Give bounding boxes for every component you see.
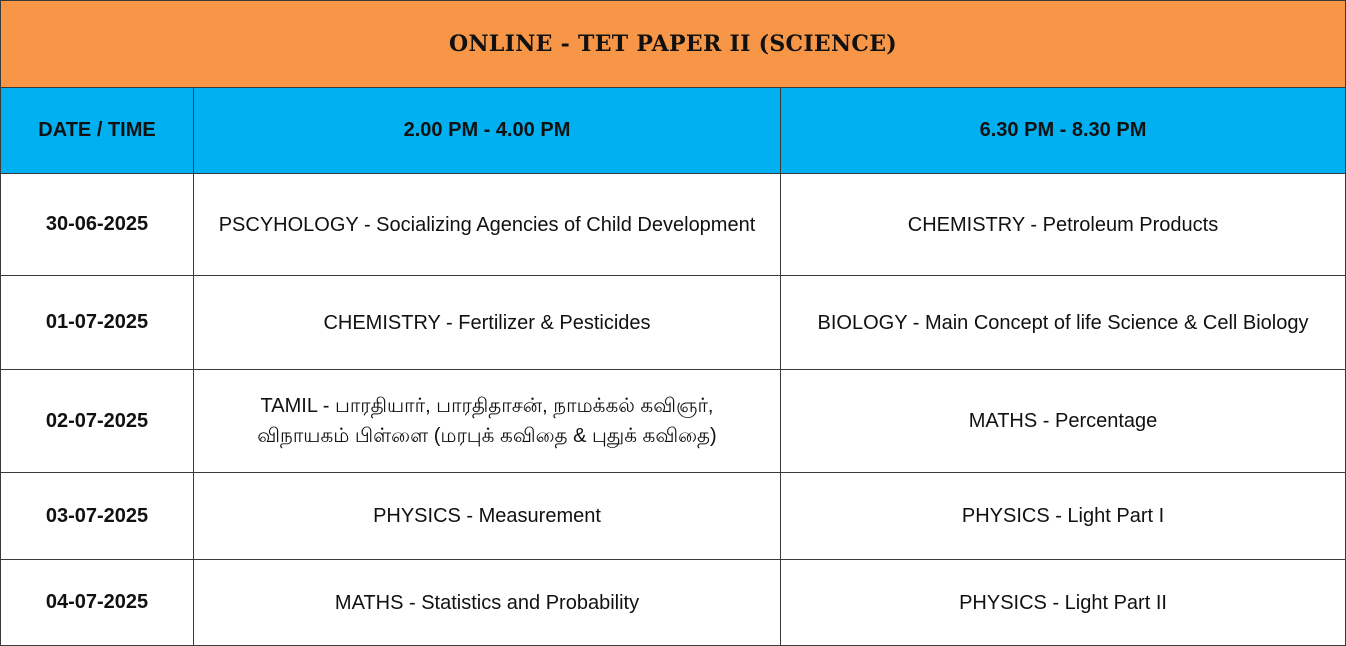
header-slot-2: 6.30 PM - 8.30 PM <box>781 88 1346 174</box>
row-slot-2-subject: PHYSICS - Light Part II <box>781 560 1346 646</box>
title-row <box>1 1 1346 88</box>
row-date: 02-07-2025 <box>1 370 194 473</box>
row-slot-2-subject: CHEMISTRY - Petroleum Products <box>781 174 1346 276</box>
table-row <box>1 370 1346 473</box>
row-date: 30-06-2025 <box>1 174 194 276</box>
row-slot-1-subject: CHEMISTRY - Fertilizer & Pesticides <box>194 276 781 370</box>
row-date: 03-07-2025 <box>1 473 194 560</box>
header-slot-1: 2.00 PM - 4.00 PM <box>194 88 781 174</box>
header-row <box>1 88 1346 174</box>
row-date: 04-07-2025 <box>1 560 194 646</box>
table-title: ONLINE - TET PAPER II (SCIENCE) <box>1 1 1346 88</box>
row-slot-1-subject: PHYSICS - Measurement <box>194 473 781 560</box>
table-row <box>1 276 1346 370</box>
subject-line-2: விநாயகம் பிள்ளை (மரபுக் கவிதை & புதுக் கவிதை) <box>257 425 717 447</box>
row-slot-1-subject: MATHS - Statistics and Probability <box>194 560 781 646</box>
table-row <box>1 473 1346 560</box>
row-slot-1-subject <box>194 370 781 473</box>
row-slot-2-subject: BIOLOGY - Main Concept of life Science & Cell Biology <box>781 276 1346 370</box>
row-slot-1-subject: PSCYHOLOGY - Socializing Agencies of Child Development <box>194 174 781 276</box>
row-slot-2-subject: PHYSICS - Light Part I <box>781 473 1346 560</box>
header-date-time: DATE / TIME <box>1 88 194 174</box>
table-row <box>1 560 1346 646</box>
table-row <box>1 174 1346 276</box>
row-date: 01-07-2025 <box>1 276 194 370</box>
subject-line-1: TAMIL - பாரதியார், பாரதிதாசன், நாமக்கல் கவிஞர், <box>260 395 714 417</box>
row-slot-2-subject: MATHS - Percentage <box>781 370 1346 473</box>
